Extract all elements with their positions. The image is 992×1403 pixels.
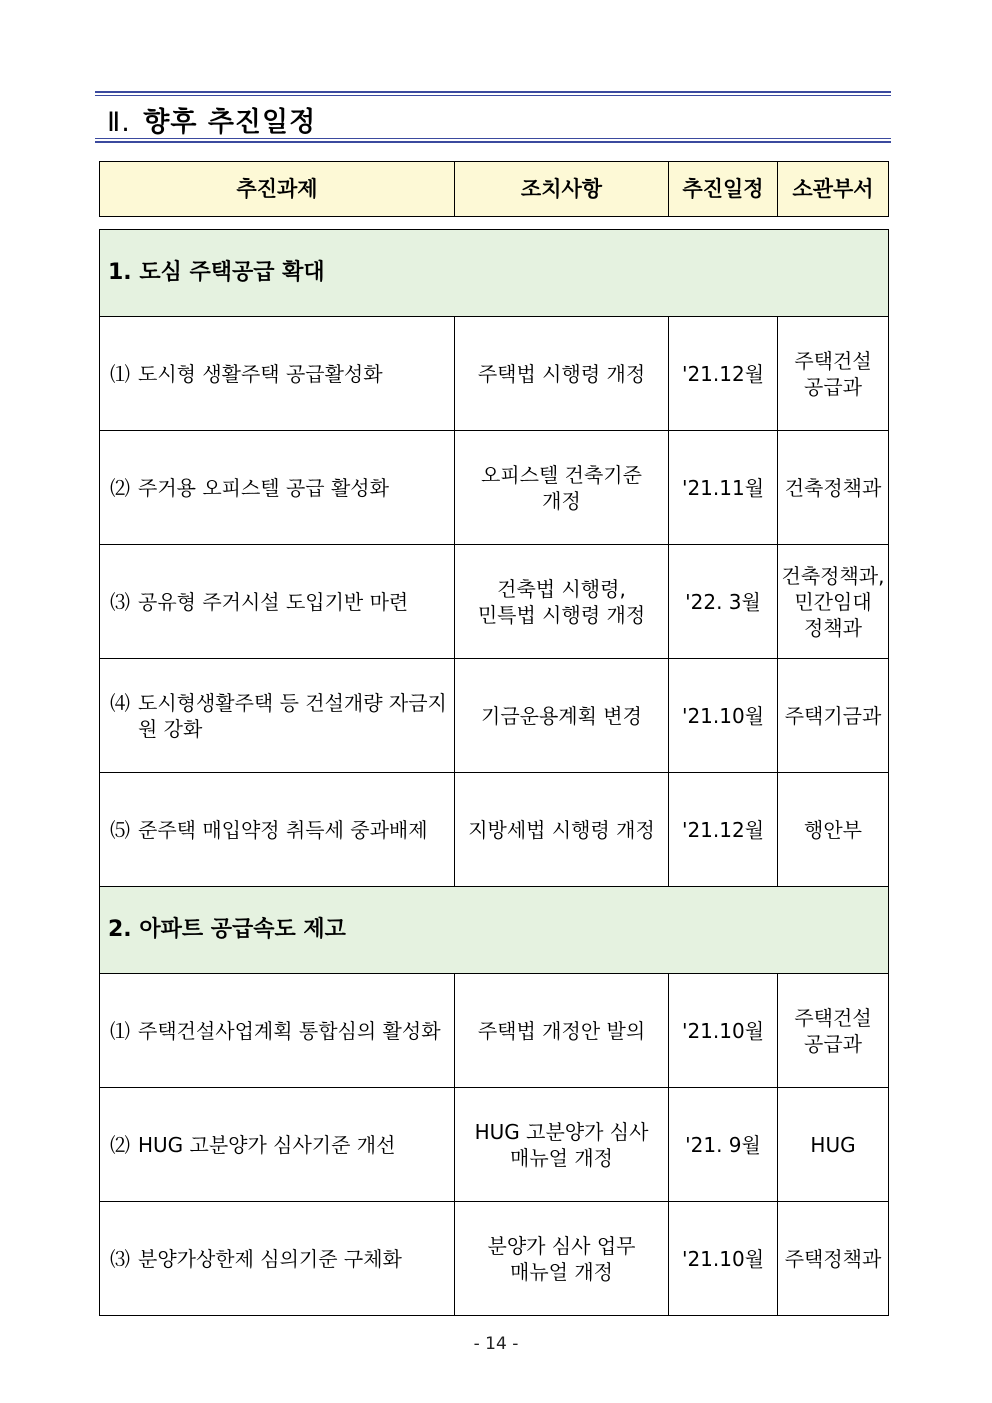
task-index: ⑶ bbox=[110, 589, 130, 614]
dept-cell: HUG bbox=[778, 1088, 889, 1202]
action-cell: 건축법 시행령, 민특법 시행령 개정 bbox=[455, 545, 669, 659]
dept-cell: 건축정책과, 민간임대 정책과 bbox=[778, 545, 889, 659]
task-text: 준주택 매입약정 취득세 중과배제 bbox=[138, 817, 428, 842]
date-cell: '21.10월 bbox=[669, 1202, 778, 1316]
section-header bbox=[95, 91, 891, 143]
schedule-table bbox=[99, 161, 889, 1316]
date-cell: '21.10월 bbox=[669, 974, 778, 1088]
header-rule-bottom bbox=[95, 141, 891, 143]
task-index: ⑸ bbox=[110, 817, 130, 842]
action-cell: 지방세법 시행령 개정 bbox=[455, 773, 669, 887]
date-cell: '22. 3월 bbox=[669, 545, 778, 659]
task-text: 도시형생활주택 등 건설개량 자금지원 강화 bbox=[138, 690, 447, 741]
table-row bbox=[100, 1202, 889, 1316]
group-title: 1. 도심 주택공급 확대 bbox=[100, 230, 889, 317]
task-text: 도시형 생활주택 공급활성화 bbox=[138, 361, 383, 386]
date-cell: '21.12월 bbox=[669, 317, 778, 431]
action-cell: 오피스텔 건축기준 개정 bbox=[455, 431, 669, 545]
table-header-row bbox=[100, 162, 889, 217]
action-cell: 기금운용계획 변경 bbox=[455, 659, 669, 773]
action-cell: 주택법 개정안 발의 bbox=[455, 974, 669, 1088]
group-row bbox=[100, 230, 889, 317]
table-row bbox=[100, 974, 889, 1088]
table-row bbox=[100, 317, 889, 431]
action-cell: 주택법 시행령 개정 bbox=[455, 317, 669, 431]
task-cell bbox=[100, 545, 455, 659]
action-cell: HUG 고분양가 심사 매뉴얼 개정 bbox=[455, 1088, 669, 1202]
task-index: ⑴ bbox=[110, 1018, 130, 1043]
task-cell bbox=[100, 773, 455, 887]
task-index: ⑵ bbox=[110, 475, 130, 500]
dept-cell: 주택기금과 bbox=[778, 659, 889, 773]
date-cell: '21.11월 bbox=[669, 431, 778, 545]
task-cell bbox=[100, 1088, 455, 1202]
header-dept: 소관부서 bbox=[778, 162, 889, 217]
header-date: 추진일정 bbox=[669, 162, 778, 217]
table-row bbox=[100, 659, 889, 773]
table-spacer bbox=[100, 217, 889, 230]
task-text: 주거용 오피스텔 공급 활성화 bbox=[138, 475, 389, 500]
date-cell: '21.10월 bbox=[669, 659, 778, 773]
group-title: 2. 아파트 공급속도 제고 bbox=[100, 887, 889, 974]
dept-cell: 주택건설 공급과 bbox=[778, 317, 889, 431]
task-text: 주택건설사업계획 통합심의 활성화 bbox=[138, 1018, 441, 1043]
section-title-text: 향후 추진일정 bbox=[143, 107, 317, 138]
table-row bbox=[100, 545, 889, 659]
table-row bbox=[100, 1088, 889, 1202]
header-rule-top bbox=[95, 91, 891, 93]
date-cell: '21.12월 bbox=[669, 773, 778, 887]
task-index: ⑷ bbox=[110, 690, 130, 715]
section-number: Ⅱ. bbox=[107, 107, 131, 138]
task-cell bbox=[100, 317, 455, 431]
task-index: ⑶ bbox=[110, 1246, 130, 1271]
task-text: 공유형 주거시설 도입기반 마련 bbox=[138, 589, 409, 614]
table-row bbox=[100, 431, 889, 545]
page-number: - 14 - bbox=[473, 1334, 519, 1354]
task-index: ⑴ bbox=[110, 361, 130, 386]
date-cell: '21. 9월 bbox=[669, 1088, 778, 1202]
task-cell bbox=[100, 1202, 455, 1316]
task-cell bbox=[100, 974, 455, 1088]
task-text: HUG 고분양가 심사기준 개선 bbox=[138, 1132, 396, 1157]
dept-cell: 행안부 bbox=[778, 773, 889, 887]
section-title bbox=[107, 100, 316, 139]
task-text: 분양가상한제 심의기준 구체화 bbox=[138, 1246, 402, 1271]
dept-cell: 건축정책과 bbox=[778, 431, 889, 545]
dept-cell: 주택건설 공급과 bbox=[778, 974, 889, 1088]
task-cell bbox=[100, 431, 455, 545]
header-rule-top-thin bbox=[95, 95, 891, 96]
header-rule-bottom-thin bbox=[95, 138, 891, 139]
table-row bbox=[100, 773, 889, 887]
dept-cell: 주택정책과 bbox=[778, 1202, 889, 1316]
action-cell: 분양가 심사 업무 매뉴얼 개정 bbox=[455, 1202, 669, 1316]
task-index: ⑵ bbox=[110, 1132, 130, 1157]
header-action: 조치사항 bbox=[455, 162, 669, 217]
task-cell bbox=[100, 659, 455, 773]
header-task: 추진과제 bbox=[100, 162, 455, 217]
group-row bbox=[100, 887, 889, 974]
